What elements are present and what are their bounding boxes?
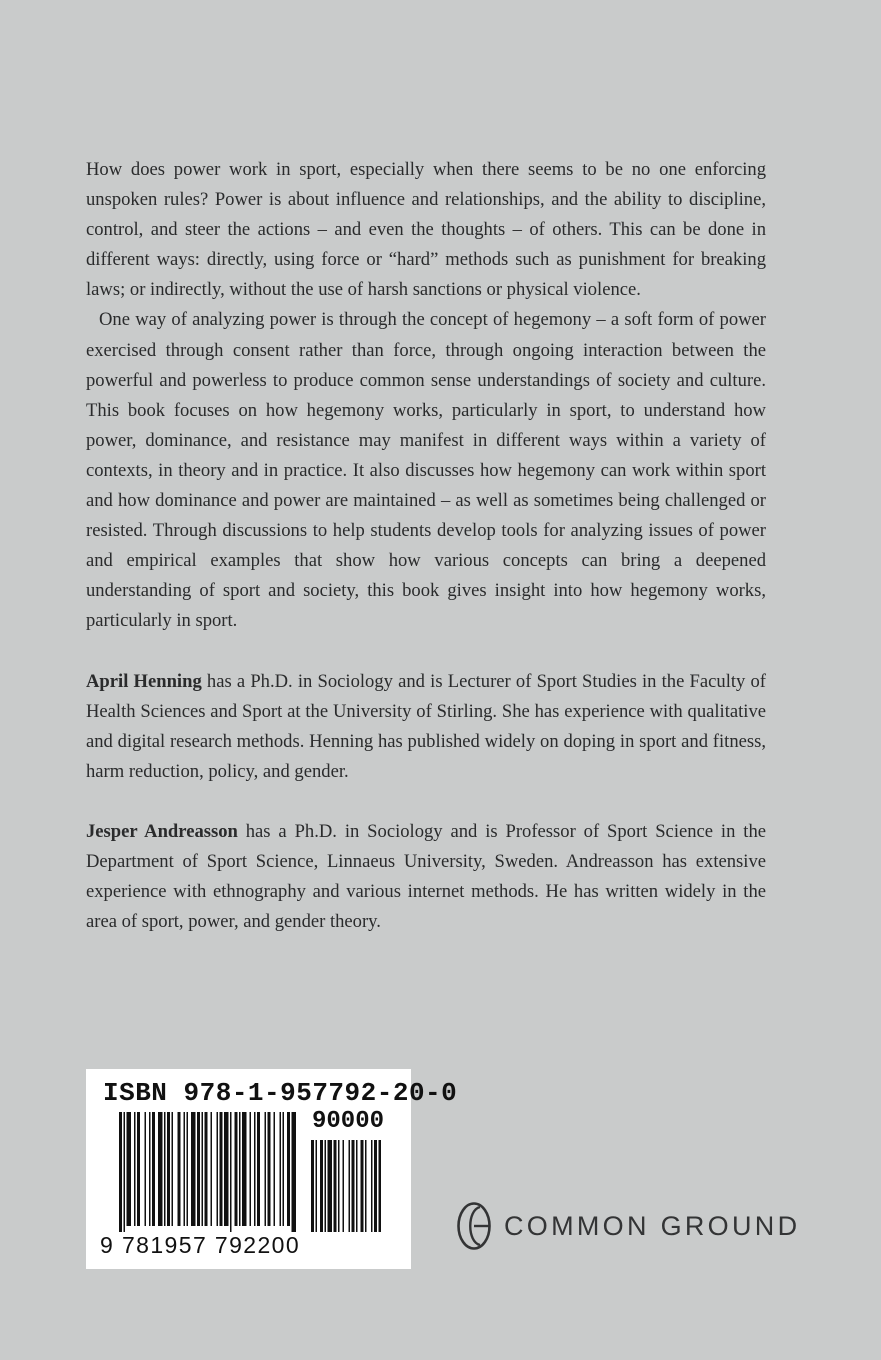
barcode-bar	[268, 1112, 271, 1226]
barcode-bar	[149, 1112, 151, 1226]
barcode-bar	[124, 1112, 126, 1232]
barcode-bar	[167, 1112, 170, 1226]
barcode-bar	[283, 1112, 285, 1226]
barcode-bar	[242, 1112, 247, 1226]
common-ground-logo-icon	[456, 1201, 492, 1251]
barcode-bar	[250, 1112, 252, 1226]
publisher-name: COMMON GROUND	[504, 1210, 801, 1241]
barcode-addon-bar	[328, 1140, 333, 1232]
barcode-bar	[184, 1112, 186, 1226]
barcode-bar	[178, 1112, 181, 1226]
barcode-bar	[202, 1112, 204, 1226]
barcode-addon-bar	[365, 1140, 367, 1232]
barcode-bar	[265, 1112, 267, 1226]
barcode-bar	[287, 1112, 290, 1226]
barcode-bar	[235, 1112, 238, 1226]
author-name: April Henning	[86, 670, 202, 692]
barcode-digits: 9 781957 792200	[100, 1232, 301, 1258]
back-cover-text	[86, 155, 766, 937]
barcode-bar	[274, 1112, 276, 1226]
isbn-label: ISBN 978-1-957792-20-0	[103, 1078, 458, 1108]
description-paragraph-1: How does power work in sport, especially when there seems to be no one enforcing unspoken rules? Power is about influence and relationships, and the ability to discipline, control, and steer the actions – and even the thoughts – of others. This can be done in different ways: directly, using force or “hard” methods such as punishment for breaking laws; or indirectly, without the use of harsh sanctions or physical violence.	[86, 159, 766, 301]
author-bio-text: has a Ph.D. in Sociology and is Professor of Sport Science in the Department of Sport Science, Linnaeus University, Sweden. Andreasson has extensive experience with ethnography and various internet methods. He has written widely in the area of sport, power, and gender theory.	[86, 820, 766, 933]
barcode-bar	[172, 1112, 174, 1226]
barcode-bar	[137, 1112, 140, 1226]
barcode-bar	[280, 1112, 282, 1226]
barcode-addon-bar	[374, 1140, 377, 1232]
barcode-bar	[145, 1112, 147, 1226]
barcode-bar	[220, 1112, 223, 1226]
barcode-addon-bar	[325, 1140, 327, 1232]
barcode-bar	[254, 1112, 256, 1226]
barcode-bar	[197, 1112, 200, 1226]
barcode-bar	[187, 1112, 189, 1226]
author-bio-henning	[86, 667, 766, 787]
publisher-logo	[456, 1201, 800, 1251]
barcode-bar	[205, 1112, 208, 1226]
barcode-bar	[191, 1112, 196, 1226]
barcode-bar	[257, 1112, 260, 1226]
isbn-barcode	[86, 1069, 458, 1269]
barcode-addon-bar	[371, 1140, 373, 1232]
barcode-bar	[292, 1112, 297, 1232]
barcode-addon-bar	[334, 1140, 337, 1232]
barcode-bar	[152, 1112, 155, 1226]
barcode-bar	[134, 1112, 136, 1226]
barcode-bars	[119, 1112, 381, 1232]
barcode-addon-bar	[349, 1140, 351, 1232]
barcode-bar	[127, 1112, 132, 1226]
barcode-bar	[217, 1112, 219, 1226]
barcode-addon-bar	[311, 1140, 314, 1232]
price-code: 90000	[312, 1108, 385, 1135]
author-name: Jesper Andreasson	[86, 820, 238, 842]
barcode-bar	[211, 1112, 213, 1226]
barcode-bar	[158, 1112, 163, 1226]
barcode-bar	[239, 1112, 241, 1226]
barcode-addon-bar	[361, 1140, 364, 1232]
barcode-addon-bar	[379, 1140, 382, 1232]
barcode-addon-bar	[316, 1140, 318, 1232]
barcode-bar	[164, 1112, 166, 1226]
author-bio-andreasson	[86, 817, 766, 937]
barcode-bar	[224, 1112, 229, 1226]
barcode-addon-bar	[343, 1140, 345, 1232]
description-paragraph-2: One way of analyzing power is through the concept of hegemony – a soft form of power exercised through consent rather than force, through ongoing interaction between the powerful and powerless to produce common sense understandings of society and culture. This book focuses on how hegemony works, particularly in sport, to understand how power, dominance, and resistance may manifest in different ways within a variety of contexts, in theory and in practice. It also discusses how hegemony can work within sport and how dominance and power are maintained – as well as sometimes being challenged or resisted. Through discussions to help students develop tools for analyzing issues of power and empirical examples that show how various concepts can bring a deepened understanding of sport and society, this book gives insight into how hegemony works, particularly in sport.	[86, 309, 766, 632]
barcode-bar	[230, 1112, 232, 1232]
barcode-bar	[119, 1112, 122, 1232]
barcode-addon-bar	[320, 1140, 323, 1232]
barcode-addon-bar	[352, 1140, 355, 1232]
barcode-addon-bar	[338, 1140, 340, 1232]
barcode-addon-bar	[356, 1140, 358, 1232]
author-bio-text: has a Ph.D. in Sociology and is Lecturer of Sport Studies in the Faculty of Health Sciences and Sport at the University of Stirling. She has experience with qualitative and digital research methods. Henning has published widely on doping in sport and fitness, harm reduction, policy, and gender.	[86, 670, 766, 782]
